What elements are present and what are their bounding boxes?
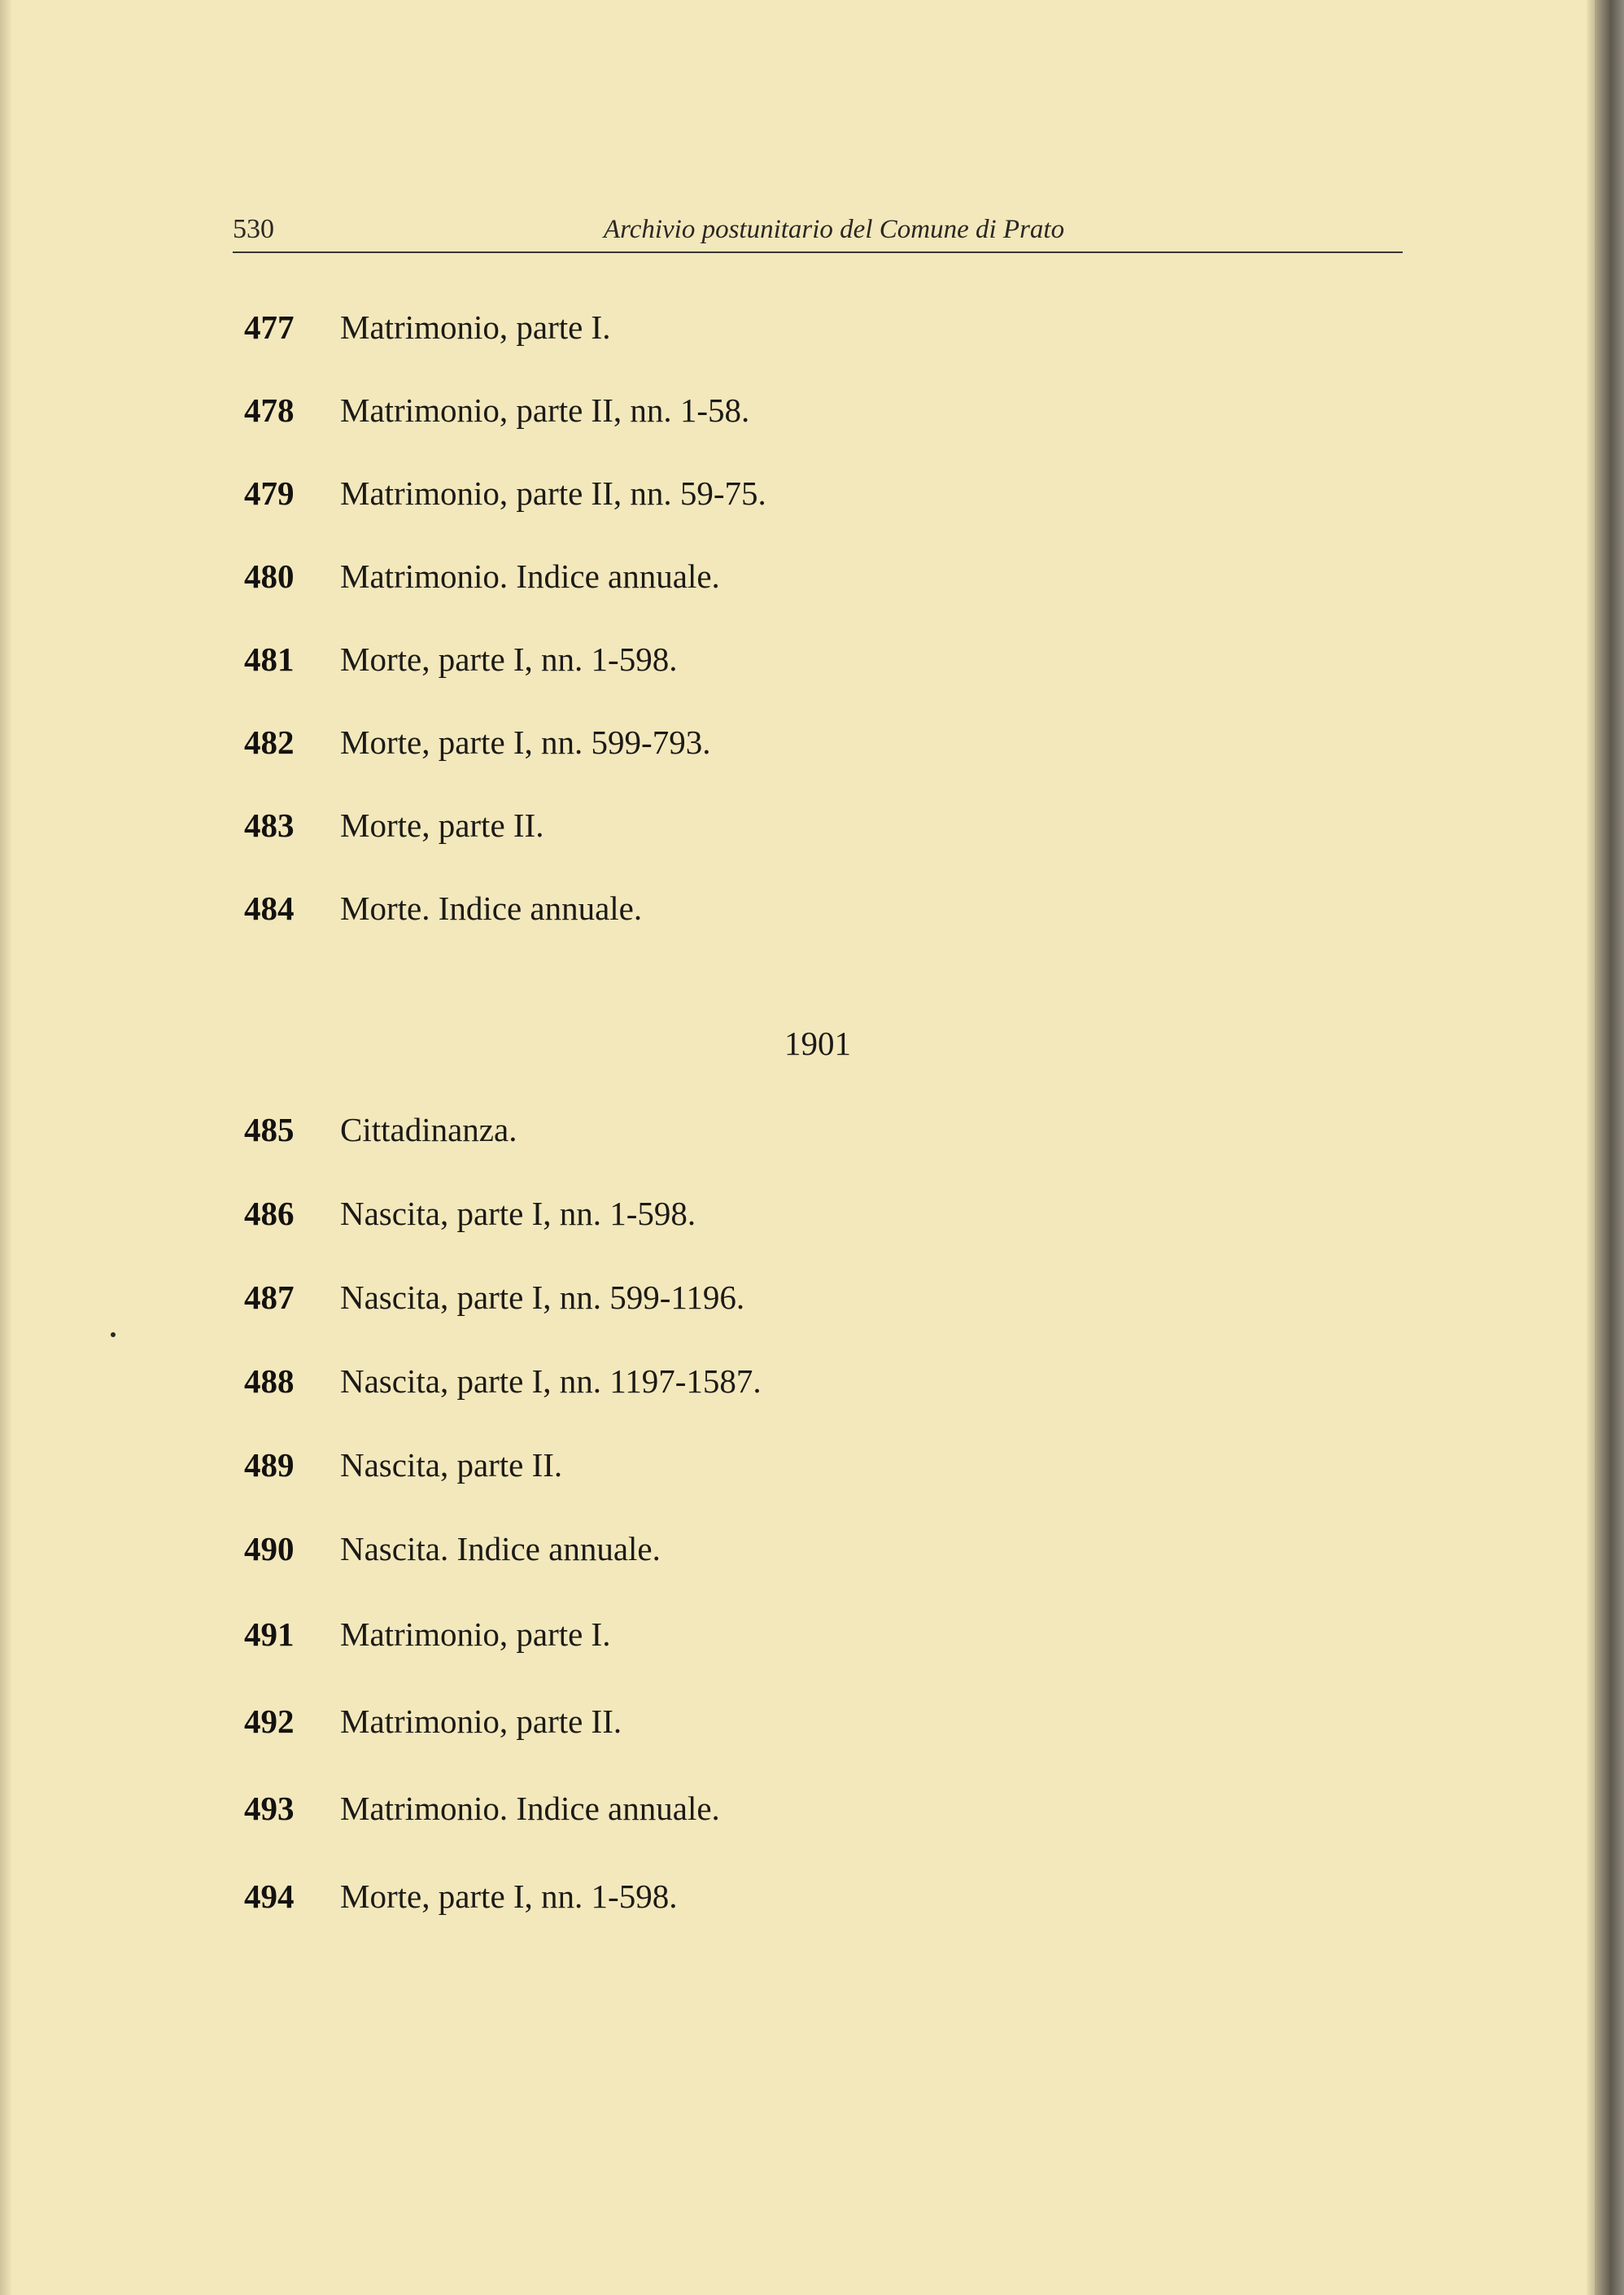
entry-number: 494 [244,1878,295,1915]
list-item [244,801,544,850]
list-item [244,1273,744,1322]
list-item [244,1105,517,1154]
entry-number: 478 [244,391,295,429]
list-item [244,1440,562,1489]
entry-number: 487 [244,1279,295,1316]
entry-description: Nascita, parte I, nn. 599-1196. [340,1279,745,1316]
page-number: 530 [233,214,274,244]
book-spine [1595,0,1624,2295]
entry-number: 480 [244,557,295,595]
page-left-edge [0,0,11,2295]
entry-number: 479 [244,474,295,512]
entry-number: 489 [244,1446,295,1484]
list-item [244,1524,661,1573]
entry-number: 485 [244,1111,295,1148]
entry-number: 493 [244,1790,295,1827]
list-item [244,303,610,352]
entry-description: Nascita, parte I, nn. 1-598. [340,1195,696,1232]
entry-number: 481 [244,640,295,678]
entry-description: Nascita, parte II. [340,1446,563,1484]
list-item [244,1697,622,1746]
list-item [244,1189,696,1238]
entry-description: Matrimonio, parte II, nn. 59-75. [340,474,766,512]
entry-number: 491 [244,1615,295,1653]
entry-description: Matrimonio. Indice annuale. [340,1790,720,1827]
list-item [244,1872,677,1921]
list-item [244,718,710,767]
entry-description: Matrimonio. Indice annuale. [340,557,720,595]
list-item [244,552,720,601]
list-item [244,1784,720,1833]
running-title: Archivio postunitario del Comune di Prato [603,215,1065,244]
entry-description: Matrimonio, parte II. [340,1703,622,1740]
list-item [244,1610,610,1659]
page-header [233,207,1403,252]
entry-number: 490 [244,1530,295,1567]
entry-description: Nascita. Indice annuale. [340,1530,661,1567]
entry-description: Morte, parte II. [340,807,544,844]
list-item [244,386,749,435]
page-right-edge [1587,0,1595,2295]
entry-description: Morte. Indice annuale. [340,890,643,927]
entry-number: 488 [244,1362,295,1400]
entry-description: Morte, parte I, nn. 1-598. [340,1878,678,1915]
entry-number: 486 [244,1195,295,1232]
list-item [244,469,766,518]
entry-description: Morte, parte I, nn. 1-598. [340,640,678,678]
entry-description: Nascita, parte I, nn. 1197-1587. [340,1362,762,1400]
entry-description: Matrimonio, parte II, nn. 1-58. [340,391,750,429]
list-item [244,635,677,684]
entry-number: 483 [244,807,295,844]
entry-description: Matrimonio, parte I. [340,1615,611,1653]
entry-number: 482 [244,723,295,761]
header-divider [233,251,1403,253]
paper-speck [111,1332,116,1337]
list-item [244,1357,762,1405]
entry-number: 477 [244,308,295,346]
entry-description: Matrimonio, parte I. [340,308,611,346]
year-heading: 1901 [784,1025,851,1062]
entry-number: 484 [244,890,295,927]
list-item [244,884,642,933]
entry-number: 492 [244,1703,295,1740]
entry-description: Morte, parte I, nn. 599-793. [340,723,711,761]
entry-description: Cittadinanza. [340,1111,517,1148]
